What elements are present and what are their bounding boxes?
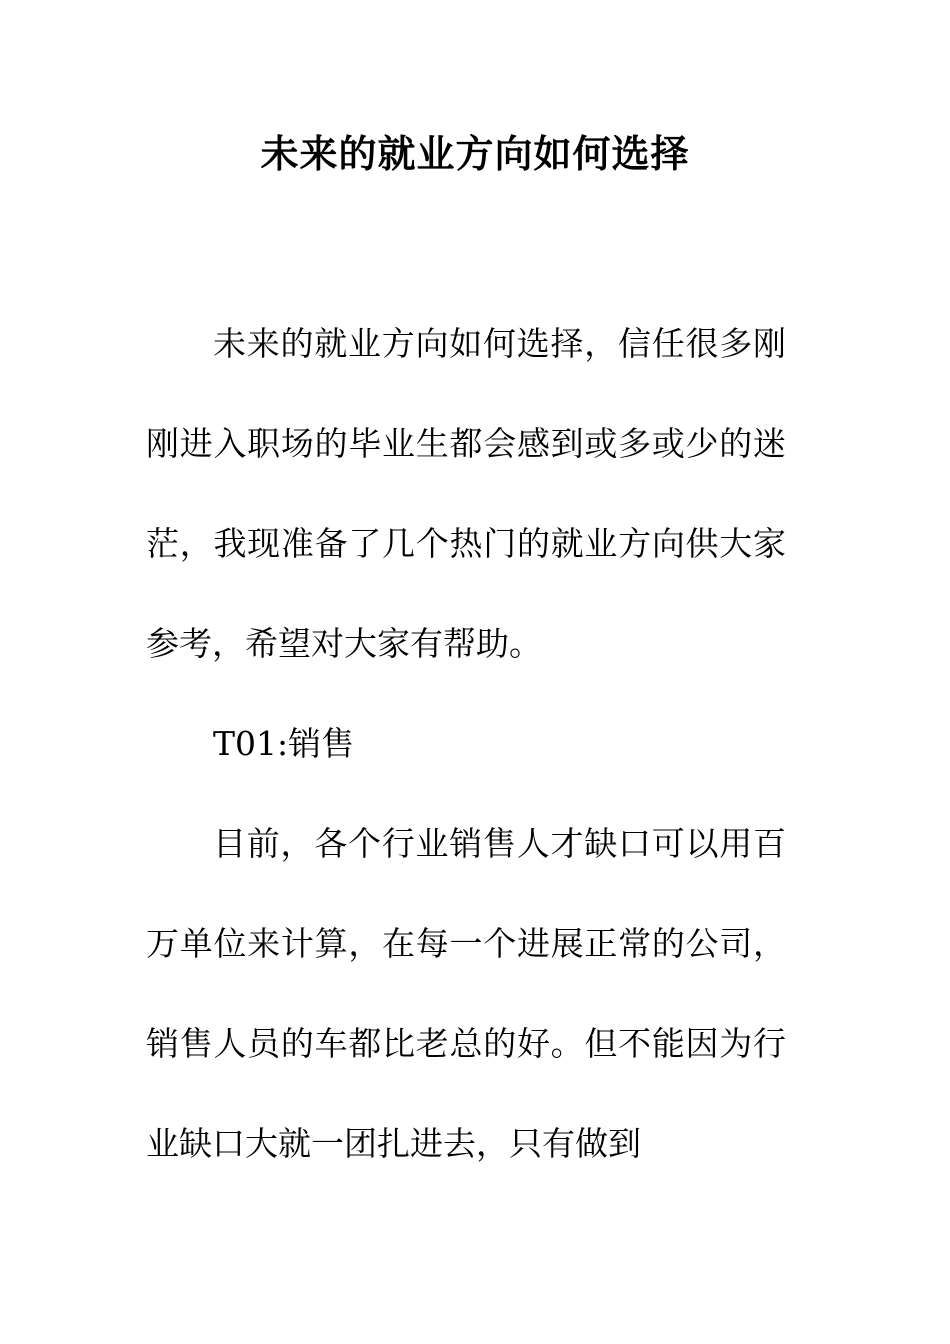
section-heading-sales: T01:销售 — [213, 724, 355, 763]
document-title: 未来的就业方向如何选择 — [260, 132, 690, 176]
paragraph-intro: 未来的就业方向如何选择，信任很多刚刚进入职场的毕业生都会感到或多或少的迷茫，我现准备了几个热门的就业方向供大家参考，希望对大家有帮助。 — [146, 324, 786, 663]
paragraph-sales: 目前，各个行业销售人才缺口可以用百万单位来计算，在每一个进展正常的公司，销售人员的车都比老总的好。但不能因为行业缺口大就一团扎进去，只有做到 — [146, 824, 786, 1163]
document-body — [146, 294, 786, 1194]
